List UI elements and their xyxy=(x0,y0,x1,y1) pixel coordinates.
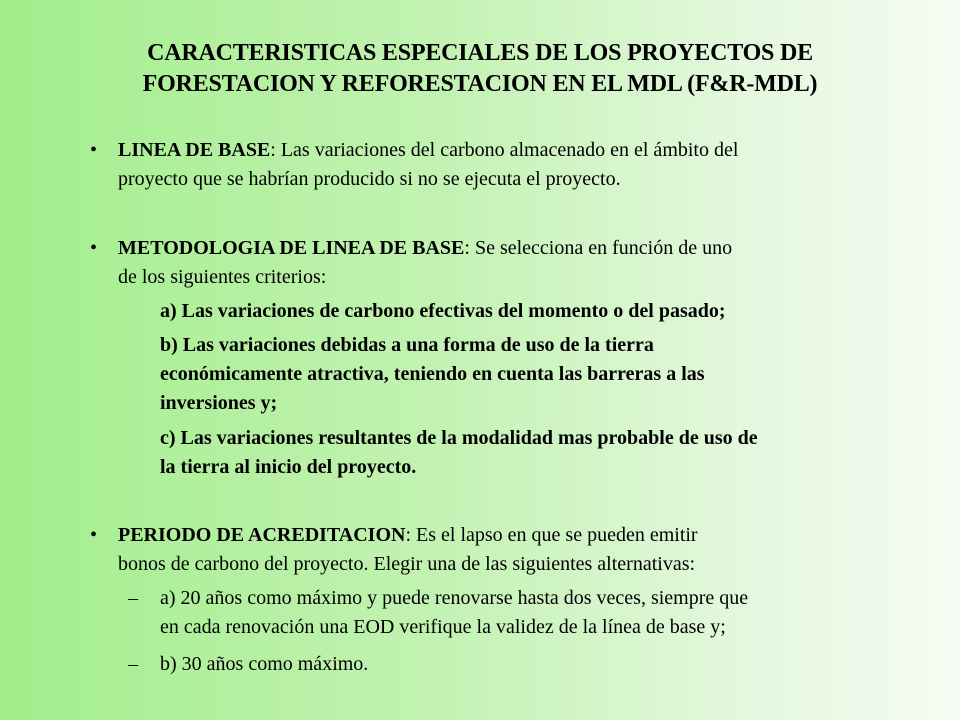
bullet-label: LINEA DE BASE xyxy=(118,139,271,161)
bullet-label: PERIODO DE ACREDITACION xyxy=(118,524,406,546)
bullet-marker: • xyxy=(90,237,98,259)
bullet-text-continued: de los siguientes criterios: xyxy=(118,266,327,288)
alternative-a xyxy=(160,584,900,642)
dash-marker: – xyxy=(128,587,138,609)
criterion-a xyxy=(160,297,900,326)
slide-title xyxy=(60,38,900,100)
dash-marker: – xyxy=(128,653,138,675)
criterion-line: inversiones y; xyxy=(160,392,278,414)
bullet-text: : Se selecciona en función de uno xyxy=(464,237,733,259)
title-line-1: CARACTERISTICAS ESPECIALES DE LOS PROYECTOS DE xyxy=(147,40,813,66)
bullet-marker: • xyxy=(90,524,98,546)
criterion-c xyxy=(160,424,900,482)
criterion-b xyxy=(160,331,900,418)
bullet-label: METODOLOGIA DE LINEA DE BASE xyxy=(118,237,465,259)
title-line-2: FORESTACION Y REFORESTACION EN EL MDL (F&R-MDL) xyxy=(142,71,818,97)
criterion-line: económicamente atractiva, teniendo en cuenta las barreras a las xyxy=(160,363,705,385)
criterion-line: c) Las variaciones resultantes de la modalidad mas probable de uso de xyxy=(160,427,758,449)
criterion-line: a) Las variaciones de carbono efectivas del momento o del pasado; xyxy=(160,300,726,322)
bullet-linea-de-base xyxy=(118,136,888,194)
criterion-line: la tierra al inicio del proyecto. xyxy=(160,456,417,478)
bullet-text-continued: proyecto que se habrían producido si no se ejecuta el proyecto. xyxy=(118,168,621,190)
alternative-b xyxy=(160,650,900,679)
criterion-line: b) Las variaciones debidas a una forma de uso de la tierra xyxy=(160,334,654,356)
bullet-text: : Las variaciones del carbono almacenado en el ámbito del xyxy=(270,139,739,161)
bullet-text-continued: bonos de carbono del proyecto. Elegir una de las siguientes alternativas: xyxy=(118,553,696,575)
alternative-line: b) 30 años como máximo. xyxy=(160,653,369,675)
alternative-line: en cada renovación una EOD verifique la validez de la línea de base y; xyxy=(160,616,726,638)
bullet-periodo xyxy=(118,521,888,579)
bullet-text: : Es el lapso en que se pueden emitir xyxy=(405,524,698,546)
alternative-line: a) 20 años como máximo y puede renovarse hasta dos veces, siempre que xyxy=(160,587,749,609)
bullet-marker: • xyxy=(90,139,98,161)
bullet-metodologia xyxy=(118,234,888,292)
